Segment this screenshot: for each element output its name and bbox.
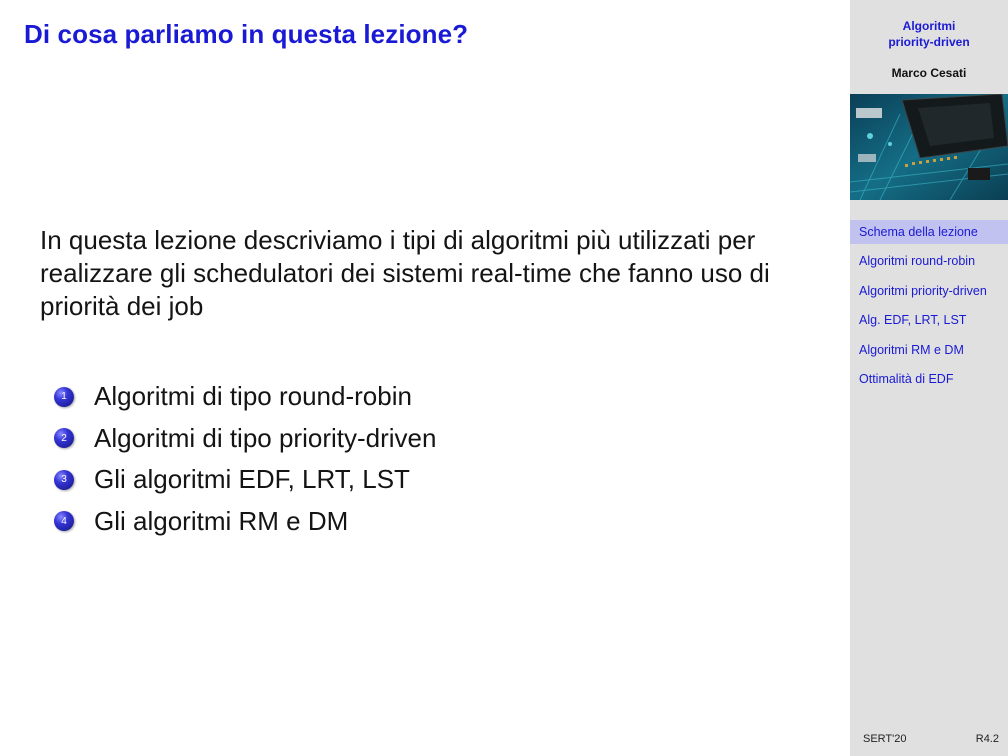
- intro-paragraph: In questa lezione descriviamo i tipi di algoritmi più utilizzati per realizzare gli schedulatori dei sistemi real-time che fanno uso di priorità dei job: [40, 225, 770, 321]
- presentation-title-line1: Algoritmi: [902, 19, 956, 33]
- list-item: [54, 418, 436, 460]
- circuit-board-icon: [850, 94, 1008, 200]
- topics-list: [54, 376, 436, 542]
- list-item: [54, 501, 436, 543]
- number-bullet-icon: 2: [54, 428, 74, 448]
- toc-item-schema-della-lezione[interactable]: Schema della lezione: [850, 220, 1008, 244]
- toc-item-algoritmi-priority-driven[interactable]: Algoritmi priority-driven: [859, 283, 987, 298]
- presentation-title-line2: priority-driven: [888, 35, 970, 49]
- slide-title: Di cosa parliamo in questa lezione?: [24, 19, 469, 49]
- list-item: [54, 376, 436, 418]
- section-navigation: [850, 220, 1008, 396]
- number-bullet-icon: 4: [54, 511, 74, 531]
- list-item-text: Algoritmi di tipo priority-driven: [94, 422, 437, 453]
- list-item-text: Gli algoritmi RM e DM: [94, 505, 349, 536]
- sidebar: [850, 0, 1008, 756]
- toc-item-algoritmi-rm-e-dm[interactable]: Algoritmi RM e DM: [859, 342, 964, 357]
- list-item-text: Gli algoritmi EDF, LRT, LST: [94, 464, 410, 495]
- list-item-text: Algoritmi di tipo round-robin: [94, 381, 412, 412]
- list-item: [54, 459, 436, 501]
- number-bullet-icon: 1: [54, 387, 74, 407]
- slide-number: R4.2: [975, 733, 999, 745]
- course-label: SERT'20: [863, 733, 907, 745]
- author-name: Marco Cesati: [891, 66, 967, 80]
- toc-item-algoritmi-round-robin[interactable]: Algoritmi round-robin: [859, 254, 976, 269]
- presentation-title[interactable]: [850, 18, 1008, 50]
- toc-item-ottimalita-di-edf[interactable]: Ottimalità di EDF: [859, 371, 954, 386]
- number-bullet-icon: 3: [54, 470, 74, 490]
- toc-item-alg-edf-lrt-lst[interactable]: Alg. EDF, LRT, LST: [859, 313, 967, 328]
